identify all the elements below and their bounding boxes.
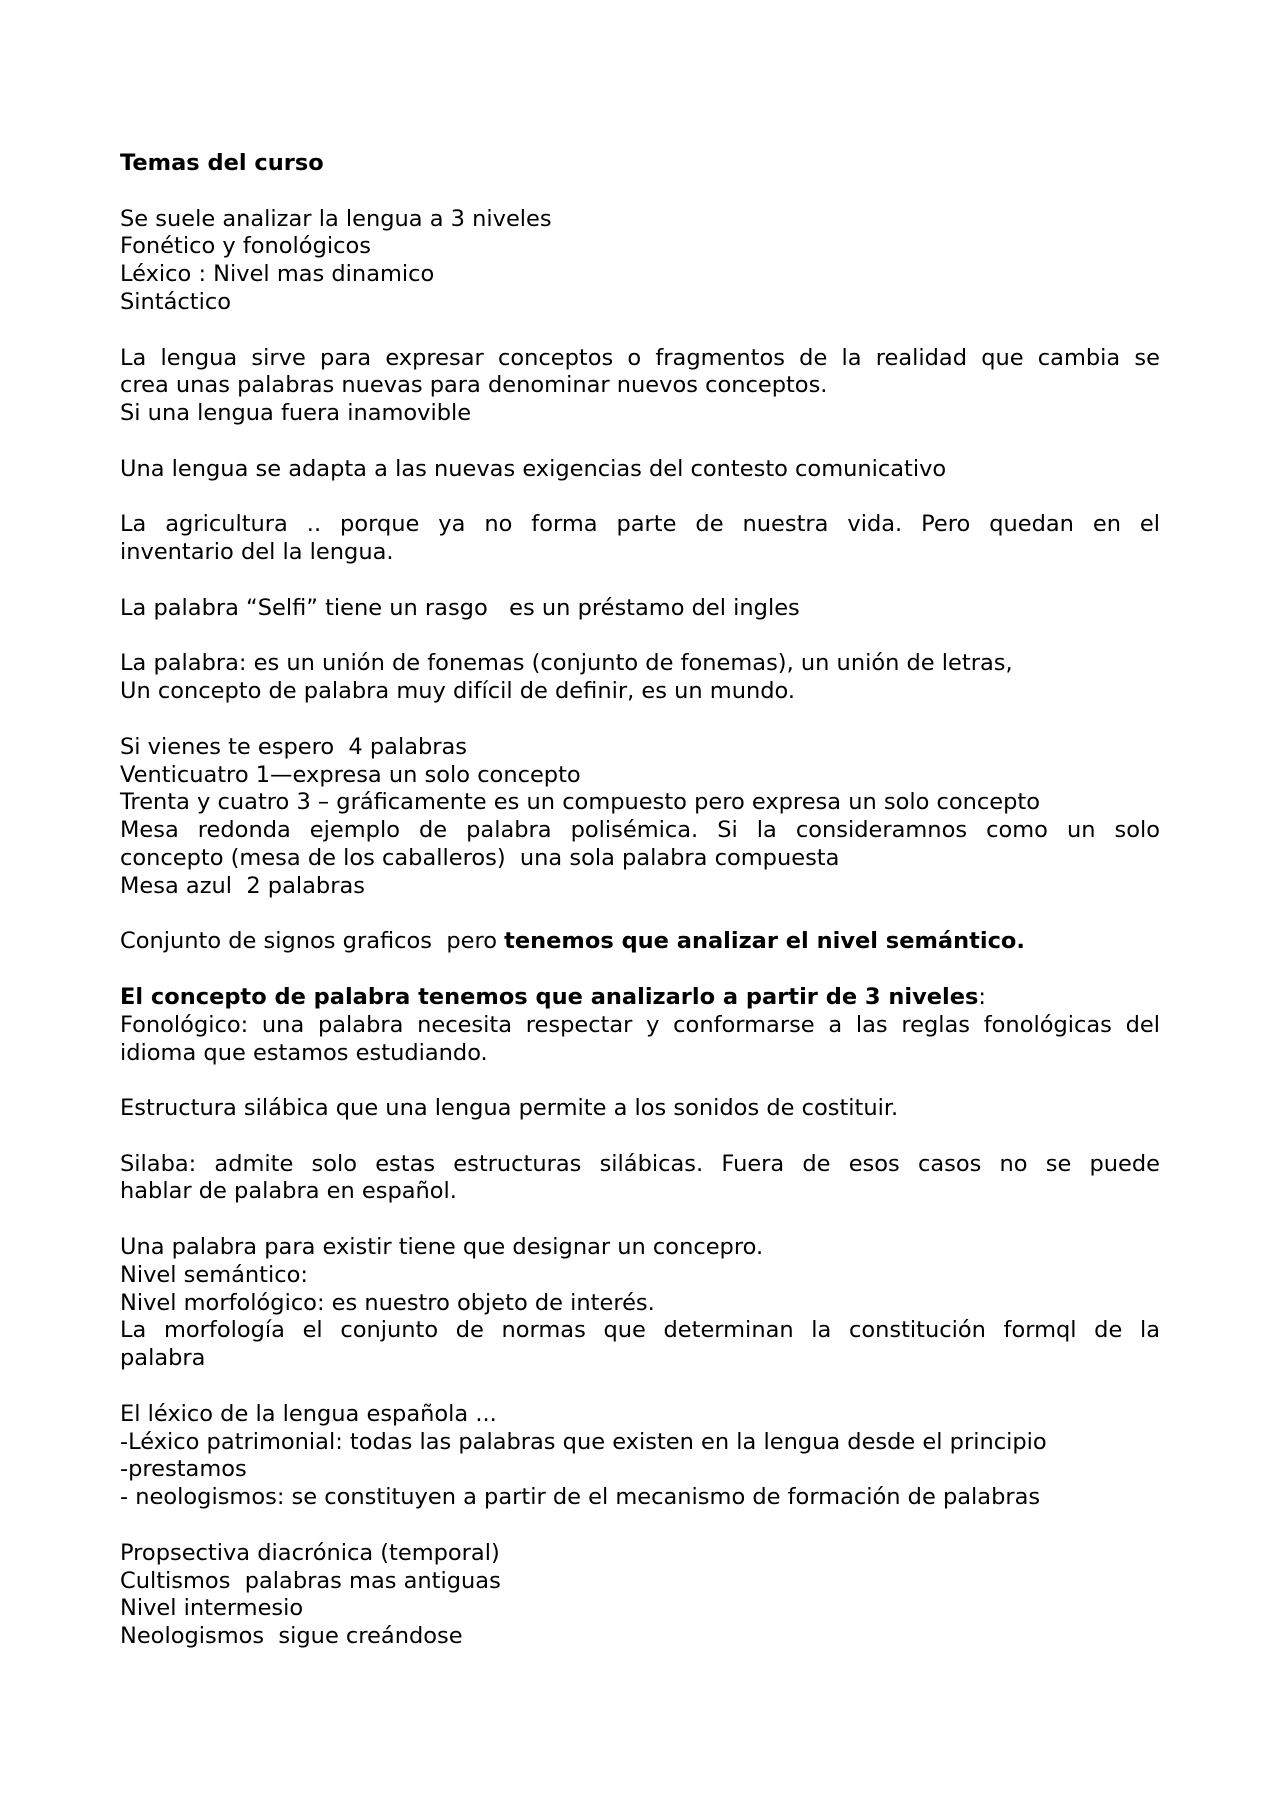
paragraph-line: Un concepto de palabra muy difícil de definir, es un mundo. bbox=[120, 678, 796, 705]
document-title: Temas del curso bbox=[120, 150, 324, 176]
paragraph-line: hablar de palabra en español. bbox=[120, 1178, 457, 1205]
paragraph-line bbox=[120, 928, 1160, 956]
paragraph-line: Una lengua se adapta a las nuevas exigencias del contesto comunicativo bbox=[120, 455, 947, 482]
paragraph-line: Mesa redonda ejemplo de palabra polisémica. Si la consideramnos como un solo bbox=[120, 817, 1160, 844]
paragraph-line: idioma que estamos estudiando. bbox=[120, 1039, 488, 1066]
spacer bbox=[120, 1373, 1160, 1401]
spacer bbox=[120, 706, 1160, 734]
paragraph-line: Sintáctico bbox=[120, 288, 231, 315]
spacer bbox=[120, 901, 1160, 929]
paragraph-line: Cultismos palabras mas antiguas bbox=[120, 1567, 501, 1594]
signos-bold-text: tenemos que analizar el nivel semántico. bbox=[504, 928, 1025, 955]
paragraph-line: La agricultura .. porque ya no forma parte de nuestra vida. Pero quedan en el bbox=[120, 511, 1160, 538]
spacer bbox=[120, 623, 1160, 651]
paragraph-line: Nivel morfológico: es nuestro objeto de interés. bbox=[120, 1289, 655, 1316]
paragraph-line: Trenta y cuatro 3 – gráficamente es un compuesto pero expresa un solo concepto bbox=[120, 789, 1041, 816]
paragraph-line: Si vienes te espero 4 palabras bbox=[120, 733, 468, 760]
spacer bbox=[120, 1206, 1160, 1234]
paragraph-line: Neologismos sigue creándose bbox=[120, 1623, 463, 1650]
paragraph-line: La lengua sirve para expresar conceptos o fragmentos de la realidad que cambia se bbox=[120, 344, 1160, 371]
paragraph-line: La morfología el conjunto de normas que determinan la constitución formql de la bbox=[120, 1317, 1160, 1344]
paragraph-line: Nivel intermesio bbox=[120, 1595, 304, 1622]
paragraph-line: Una palabra para existir tiene que designar un concepro. bbox=[120, 1234, 764, 1261]
paragraph-line: Nivel semántico: bbox=[120, 1261, 308, 1288]
concepto-colon: : bbox=[978, 983, 987, 1010]
paragraph-line: Silaba: admite solo estas estructuras silábicas. Fuera de esos casos no se puede bbox=[120, 1150, 1160, 1177]
paragraph-line: Estructura silábica que una lengua permite a los sonidos de costituir. bbox=[120, 1095, 899, 1122]
paragraph-line: inventario del la lengua. bbox=[120, 539, 394, 566]
spacer bbox=[120, 484, 1160, 512]
paragraph-line: Se suele analizar la lengua a 3 niveles bbox=[120, 205, 552, 232]
paragraph-line: La palabra: es un unión de fonemas (conjunto de fonemas), un unión de letras, bbox=[120, 650, 1013, 677]
paragraph-line: Mesa azul 2 palabras bbox=[120, 872, 365, 899]
paragraph-line: Propsectiva diacrónica (temporal) bbox=[120, 1539, 500, 1566]
paragraph-line: Venticuatro 1—expresa un solo concepto bbox=[120, 761, 581, 788]
spacer bbox=[120, 1123, 1160, 1151]
section-heading bbox=[120, 984, 1160, 1012]
paragraph-line: El léxico de la lengua española ... bbox=[120, 1400, 497, 1427]
concepto-bold-text: El concepto de palabra tenemos que analizarlo a partir de 3 niveles bbox=[120, 983, 979, 1010]
signos-text: Conjunto de signos graficos pero bbox=[120, 928, 505, 955]
paragraph-line: Fonético y fonológicos bbox=[120, 233, 371, 260]
spacer bbox=[120, 428, 1160, 456]
paragraph-line: palabra bbox=[120, 1345, 206, 1372]
paragraph-line: -Léxico patrimonial: todas las palabras que existen en la lengua desde el principio bbox=[120, 1428, 1047, 1455]
paragraph-line: concepto (mesa de los caballeros) una sola palabra compuesta bbox=[120, 844, 840, 871]
paragraph-line: - neologismos: se constituyen a partir de el mecanismo de formación de palabras bbox=[120, 1484, 1041, 1511]
spacer bbox=[120, 1067, 1160, 1095]
paragraph-line: -prestamos bbox=[120, 1456, 247, 1483]
paragraph-line: crea unas palabras nuevas para denominar nuevos conceptos. bbox=[120, 372, 828, 399]
paragraph-line: Si una lengua fuera inamovible bbox=[120, 400, 472, 427]
spacer bbox=[120, 178, 1160, 206]
spacer bbox=[120, 956, 1160, 984]
spacer bbox=[120, 1512, 1160, 1540]
paragraph-line: Léxico : Nivel mas dinamico bbox=[120, 261, 435, 288]
paragraph-line: Fonológico: una palabra necesita respectar y conformarse a las reglas fonológicas del bbox=[120, 1011, 1160, 1038]
spacer bbox=[120, 567, 1160, 595]
document-page bbox=[120, 150, 1160, 1651]
paragraph-line: La palabra “Selfi” tiene un rasgo es un préstamo del ingles bbox=[120, 594, 800, 621]
spacer bbox=[120, 317, 1160, 345]
